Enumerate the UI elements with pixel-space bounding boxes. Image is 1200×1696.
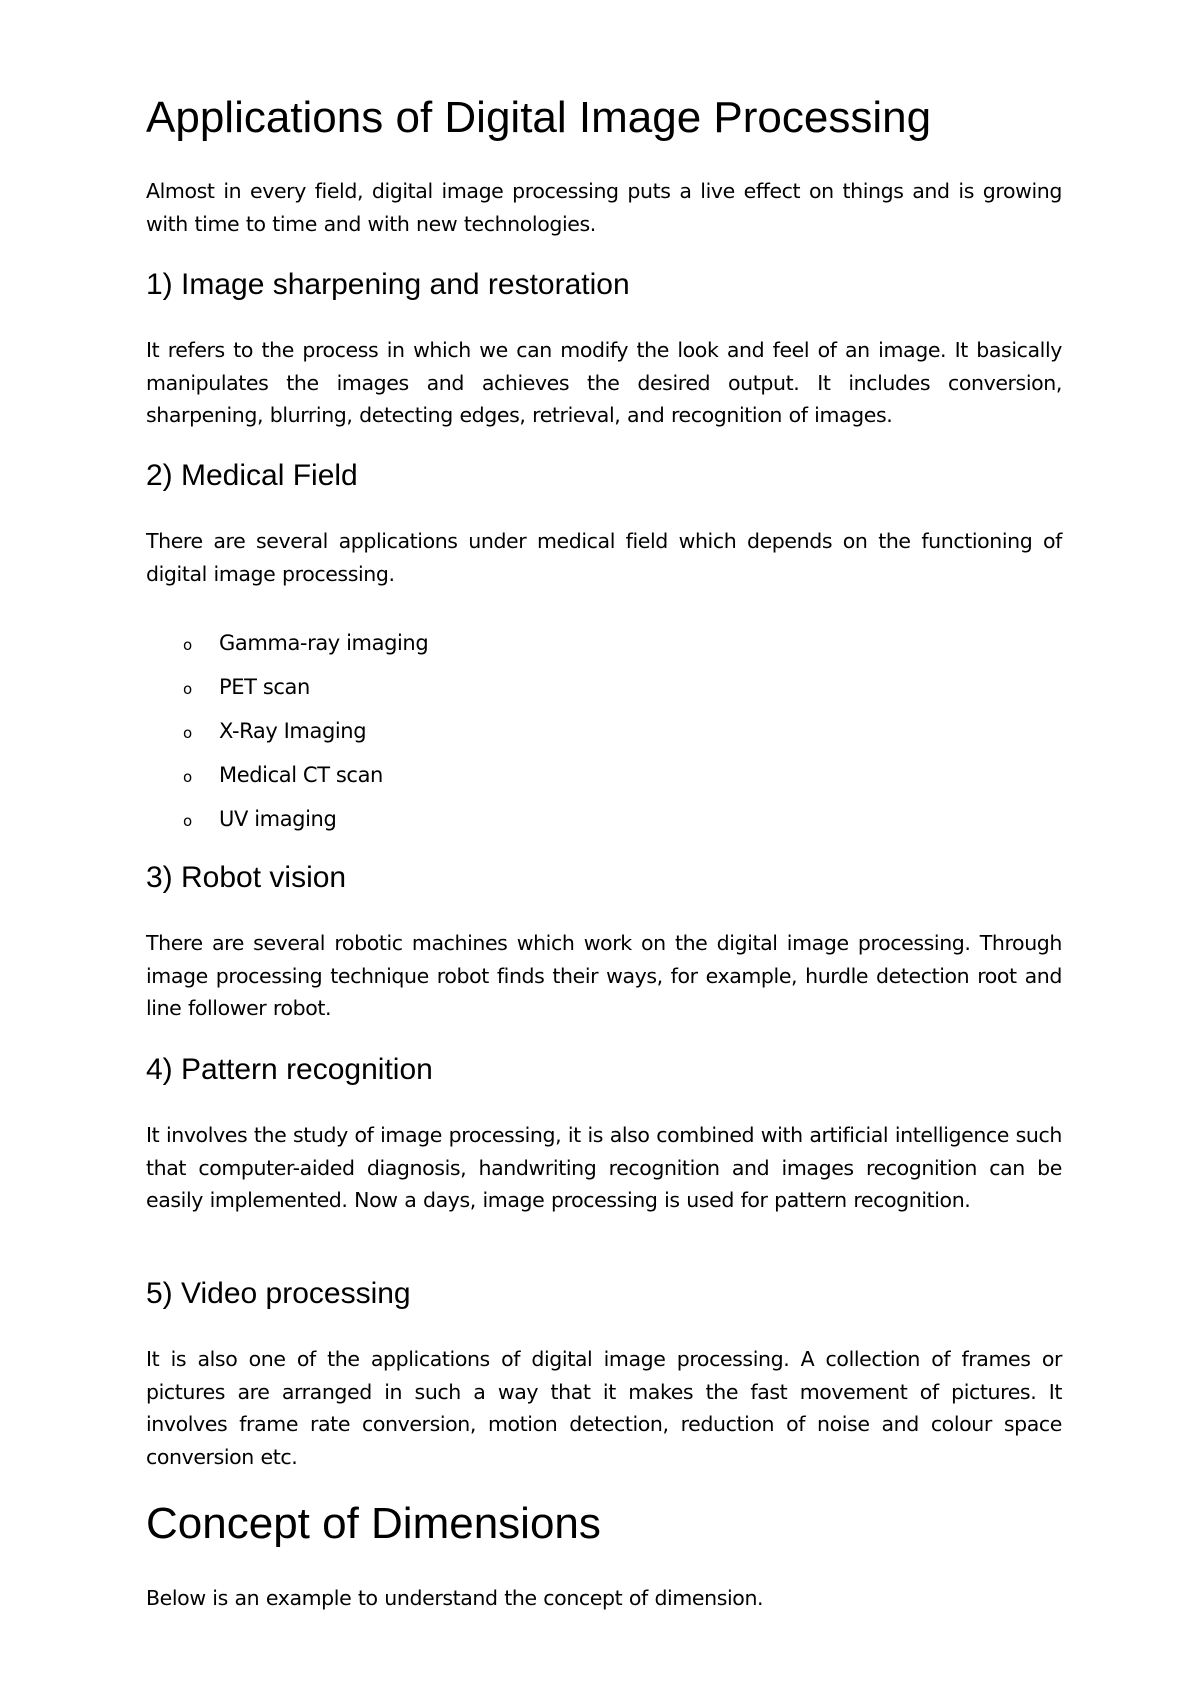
intro-paragraph: Almost in every field, digital image processing puts a live effect on things and is growing with time to time and with new technologies. — [146, 179, 1062, 236]
dimensions-intro: Below is an example to understand the concept of dimension. — [146, 1586, 764, 1610]
list-item-label: UV imaging — [219, 807, 337, 831]
list-item-label: X-Ray Imaging — [219, 719, 367, 743]
section-heading-pattern-recognition: 4) Pattern recognition — [146, 1053, 433, 1086]
section-heading-robot-vision: 3) Robot vision — [146, 861, 347, 894]
list-item-label: PET scan — [219, 675, 310, 699]
page-title: Applications of Digital Image Processing — [146, 93, 932, 142]
dimensions-title: Concept of Dimensions — [146, 1499, 601, 1548]
section-body-robot-vision: There are several robotic machines which work on the digital image processing. Through image processing technique robot finds their ways, for example, hurdle detection root and line follower robot. — [146, 931, 1062, 1020]
section-heading-medical-field: 2) Medical Field — [146, 459, 358, 492]
list-item-label: Gamma-ray imaging — [219, 631, 429, 655]
bullet-marker: o — [183, 768, 192, 786]
list-item-label: Medical CT scan — [219, 763, 383, 787]
section-heading-image-sharpening: 1) Image sharpening and restoration — [146, 268, 630, 301]
section-body-medical-field: There are several applications under medical field which depends on the functioning of digital image processing. — [146, 529, 1062, 586]
bullet-marker: o — [183, 680, 192, 698]
section-body-video-processing: It is also one of the applications of digital image processing. A collection of frames or pictures are arranged in such a way that it makes the fast movement of pictures. It involves frame rate conversion, motion detection, reduction of noise and colour space conversion etc. — [146, 1347, 1062, 1469]
section-heading-video-processing: 5) Video processing — [146, 1277, 411, 1310]
section-body-image-sharpening: It refers to the process in which we can modify the look and feel of an image. It basically manipulates the images and achieves the desired output. It includes conversion, sharpening, blurring, detecting edges, retrieval, and recognition of images. — [146, 338, 1062, 427]
bullet-marker: o — [183, 636, 192, 654]
bullet-marker: o — [183, 724, 192, 742]
section-body-pattern-recognition: It involves the study of image processing, it is also combined with artificial intelligence such that computer-aided diagnosis, handwriting recognition and images recognition can be easily implemented. Now a days, image processing is used for pattern recognition. — [146, 1123, 1062, 1212]
bullet-marker: o — [183, 812, 192, 830]
